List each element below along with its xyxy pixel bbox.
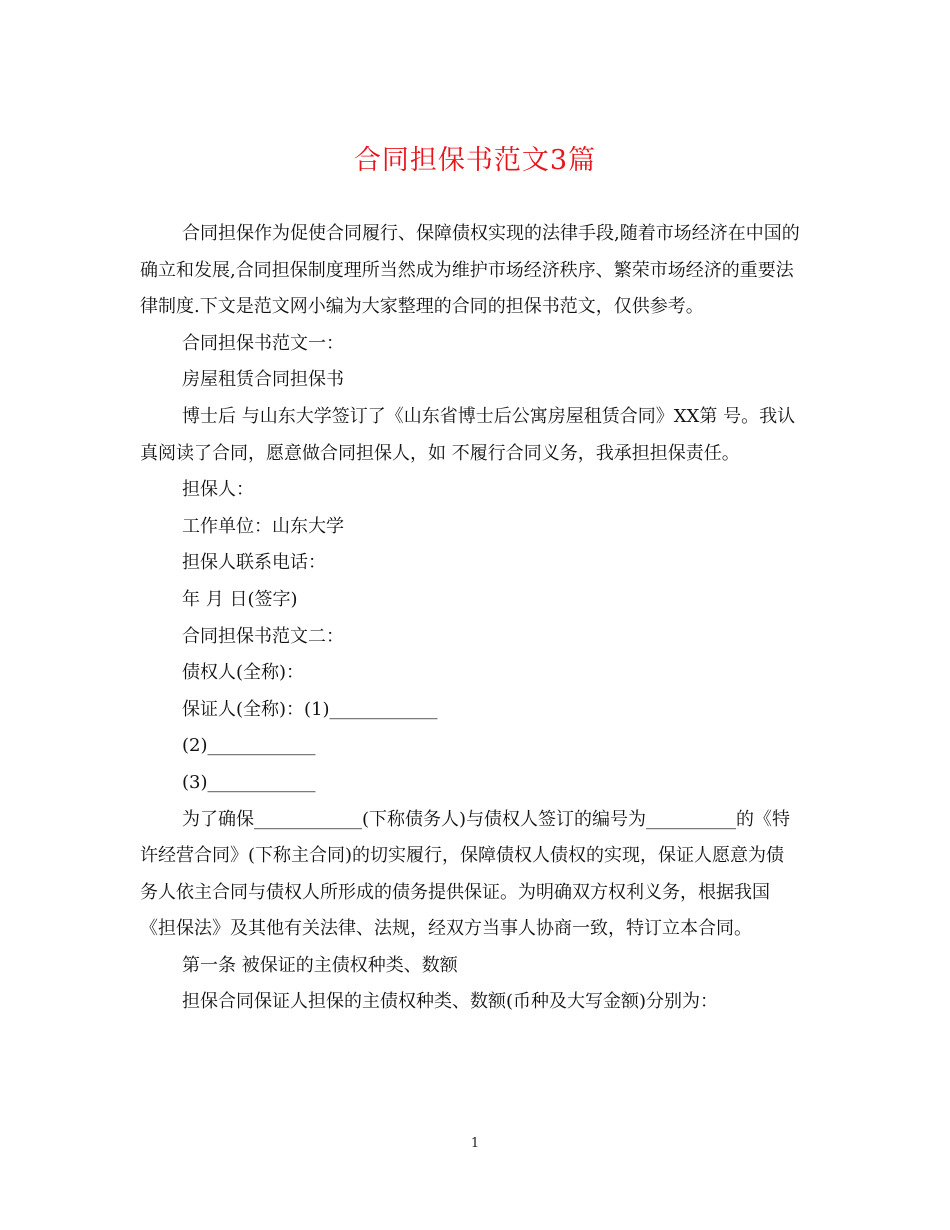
guarantor-phone-line: 担保人联系电话：: [182, 552, 326, 574]
lease-guarantee-paragraph: 博士后 与山东大学签订了《山东省博士后公寓房屋租赁合同》XX第 号。我认真阅读了合同，愿意做合同担保人，如 不履行合同义务，我承担担保责任。: [140, 405, 796, 464]
subheading-lease-guarantee: 房屋租赁合同担保书: [182, 369, 344, 391]
creditor-line: 债权人(全称)：: [182, 662, 305, 684]
section-heading-sample-two: 合同担保书范文二：: [182, 625, 344, 647]
purpose-paragraph: 为了确保____________(下称债务人)与债权人签订的编号为__________的《特许经营合同》(下称主合同)的切实履行，保障债权人债权的实现，保证人愿意为债务人依主合同与债权人所形成的债务提供保证。为明确双方权利义务，根据我国《担保法》及其他有关法律、法规，经双方当事人协商一致，特订立本合同。: [140, 808, 791, 940]
surety-line-1: 保证人(全称)：(1)____________: [182, 698, 438, 720]
article-one-heading: 第一条 被保证的主债权种类、数额: [182, 954, 458, 976]
page-number: 1: [470, 1136, 480, 1151]
intro-paragraph: 合同担保作为促使合同履行、保障债权实现的法律手段,随着市场经济在中国的确立和发展,合同担保制度理所当然成为维护市场经济秩序、繁荣市场经济的重要法律制度.下文是范文网小编为大家整理的合同的担保书范文，仅供参考。: [140, 223, 800, 318]
document-title: 合同担保书范文3篇: [353, 145, 597, 176]
guarantor-line: 担保人：: [182, 479, 254, 501]
work-unit-line: 工作单位：山东大学: [182, 515, 344, 537]
document-body: [140, 216, 800, 1021]
surety-line-3: (3)____________: [182, 771, 316, 793]
section-heading-sample-one: 合同担保书范文一：: [182, 332, 344, 354]
surety-line-2: (2)____________: [182, 735, 316, 757]
date-signature-line: 年 月 日(签字): [182, 588, 298, 610]
article-one-paragraph: 担保合同保证人担保的主债权种类、数额(币种及大写金额)分别为：: [182, 991, 719, 1013]
